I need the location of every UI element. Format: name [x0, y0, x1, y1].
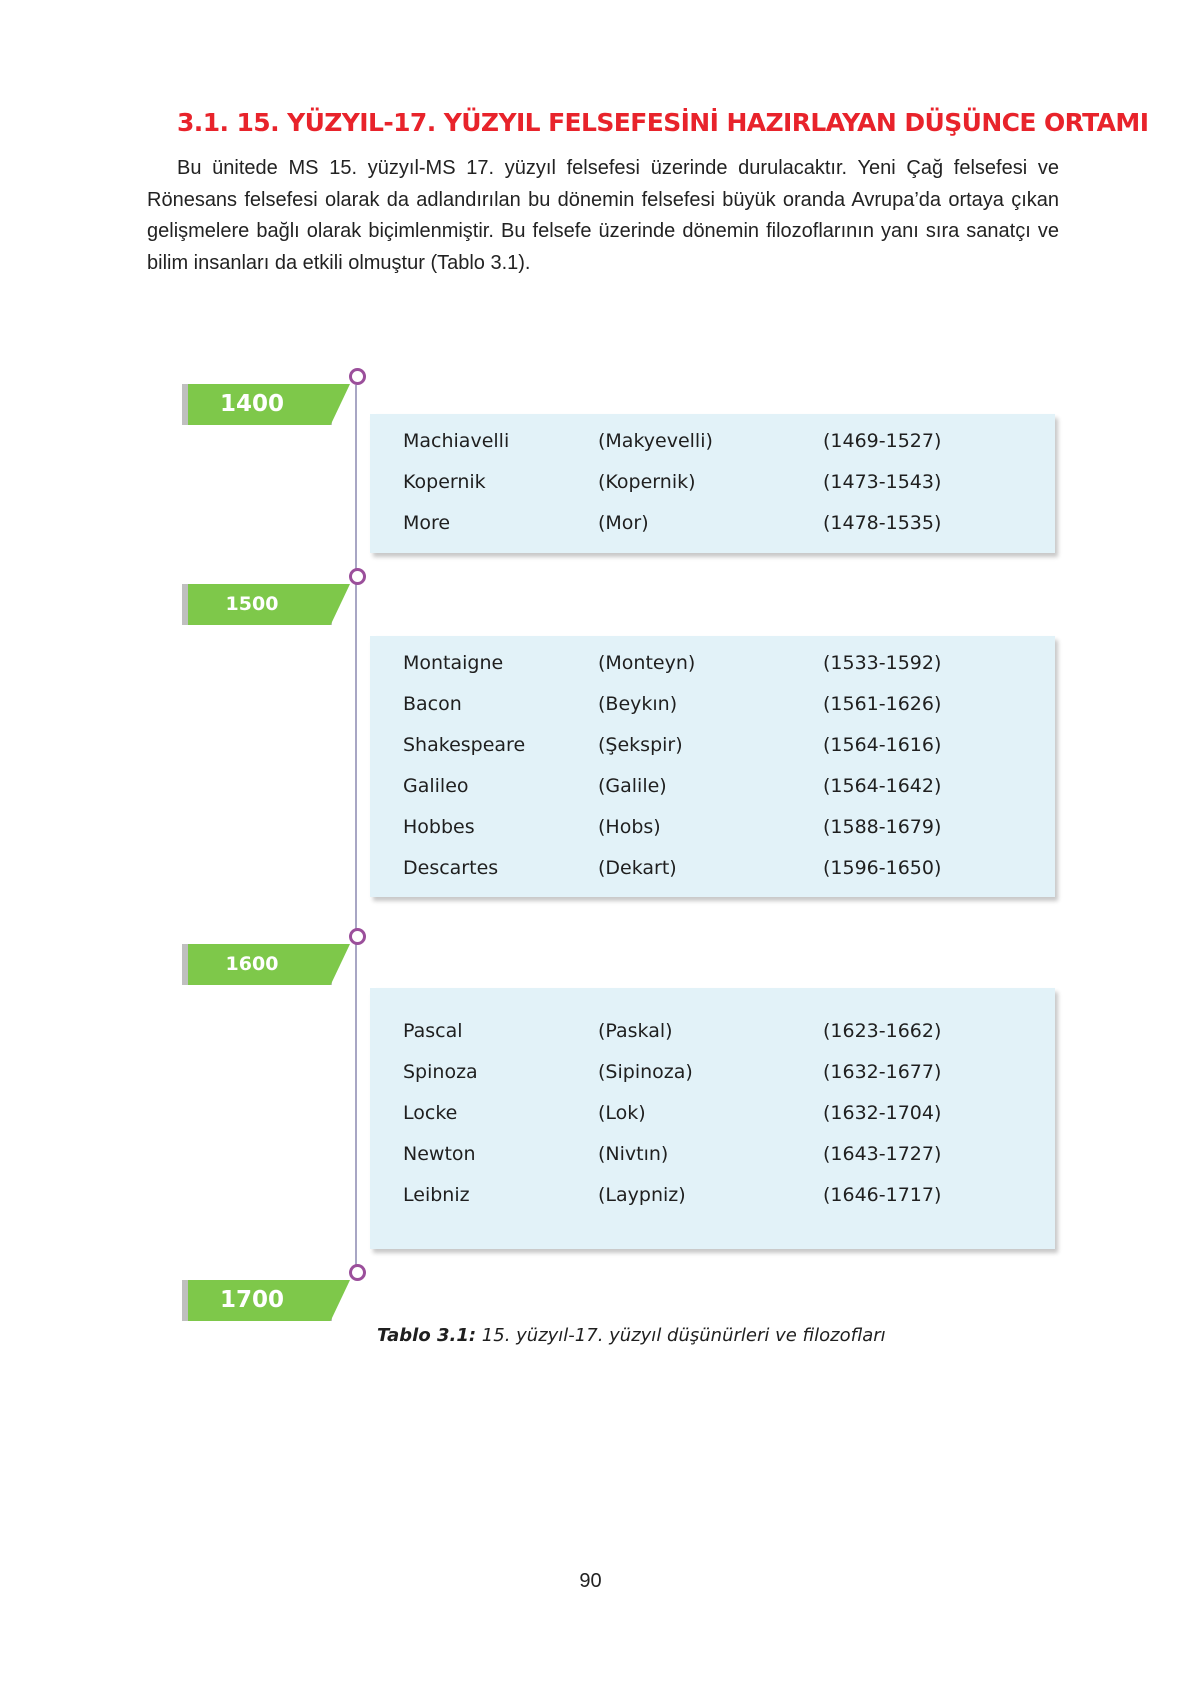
thinker-pronunciation: (Galile) — [598, 775, 667, 797]
thinker-row — [403, 471, 1033, 501]
thinker-pronunciation: (Şekspir) — [598, 734, 683, 756]
thinker-pronunciation: (Kopernik) — [598, 471, 696, 493]
thinker-dates: (1596-1650) — [823, 857, 942, 879]
year-tag-1400 — [182, 384, 347, 425]
caption-text: 15. yüzyıl-17. yüzyıl düşünürleri ve filozofları — [481, 1325, 886, 1346]
thinker-dates: (1646-1717) — [823, 1184, 942, 1206]
thinker-row — [403, 430, 1033, 460]
thinker-pronunciation: (Dekart) — [598, 857, 677, 879]
thinker-row — [403, 1184, 1033, 1214]
thinker-name: Galileo — [403, 775, 469, 797]
thinkers-box-16th-century — [370, 636, 1055, 897]
thinkers-box-17th-century — [370, 988, 1055, 1249]
thinker-dates: (1478-1535) — [823, 512, 942, 534]
thinker-row — [403, 693, 1033, 723]
thinker-name: Machiavelli — [403, 430, 510, 452]
thinker-row — [403, 734, 1033, 764]
table-caption — [377, 1325, 886, 1346]
thinker-name: Spinoza — [403, 1061, 478, 1083]
thinker-row — [403, 857, 1033, 887]
thinker-row — [403, 652, 1033, 682]
thinker-dates: (1588-1679) — [823, 816, 942, 838]
thinker-dates: (1564-1616) — [823, 734, 942, 756]
thinker-pronunciation: (Beykın) — [598, 693, 678, 715]
thinker-name: Leibniz — [403, 1184, 470, 1206]
thinker-name: Shakespeare — [403, 734, 526, 756]
thinker-row — [403, 1020, 1033, 1050]
thinker-name: Pascal — [403, 1020, 463, 1042]
thinker-name: Kopernik — [403, 471, 486, 493]
thinker-pronunciation: (Sipinoza) — [598, 1061, 693, 1083]
thinker-dates: (1632-1704) — [823, 1102, 942, 1124]
thinker-dates: (1632-1677) — [823, 1061, 942, 1083]
intro-paragraph: Bu ünitede MS 15. yüzyıl-MS 17. yüzyıl felsefesi üzerinde durulacaktır. Yeni Çağ felsefesi ve Rönesans felsefesi olarak da adlandırılan bu dönemin felsefesi büyük oranda Avrupa’da ortaya çıkan gelişmelere bağlı olarak biçimlenmiştir. Bu felsefe üzerinde dönemin filozoflarının yanı sıra sanatçı ve bilim insanları da etkili olmuştur (Tablo 3.1). — [147, 157, 1059, 274]
thinker-row — [403, 775, 1033, 805]
thinker-row — [403, 816, 1033, 846]
year-label: 1700 — [219, 1287, 284, 1313]
thinker-dates: (1473-1543) — [823, 471, 942, 493]
page-number: 90 — [579, 1570, 602, 1592]
caption-label: Tablo 3.1: — [377, 1325, 477, 1346]
timeline-node-1600 — [349, 928, 366, 945]
thinker-name: More — [403, 512, 451, 534]
thinker-pronunciation: (Paskal) — [598, 1020, 673, 1042]
thinker-pronunciation: (Makyevelli) — [598, 430, 713, 452]
year-label: 1400 — [219, 391, 284, 417]
thinker-row — [403, 1061, 1033, 1091]
year-tag-1600 — [182, 944, 347, 985]
thinker-row — [403, 1102, 1033, 1132]
thinker-dates: (1533-1592) — [823, 652, 942, 674]
section-heading: 3.1. 15. YÜZYIL-17. YÜZYIL FELSEFESİNİ HAZIRLAYAN DÜŞÜNCE ORTAMI — [177, 108, 1149, 137]
thinker-dates: (1643-1727) — [823, 1143, 942, 1165]
thinker-dates: (1561-1626) — [823, 693, 942, 715]
year-label: 1500 — [225, 593, 279, 615]
thinker-pronunciation: (Monteyn) — [598, 652, 696, 674]
thinker-name: Newton — [403, 1143, 476, 1165]
thinker-dates: (1623-1662) — [823, 1020, 942, 1042]
year-tag-1500 — [182, 584, 347, 625]
timeline-line — [355, 385, 357, 1280]
thinker-dates: (1469-1527) — [823, 430, 942, 452]
thinker-name: Locke — [403, 1102, 458, 1124]
thinker-name: Descartes — [403, 857, 499, 879]
timeline-node-1400 — [349, 368, 366, 385]
thinker-name: Montaigne — [403, 652, 504, 674]
thinker-row — [403, 1143, 1033, 1173]
thinker-pronunciation: (Lok) — [598, 1102, 646, 1124]
thinker-name: Bacon — [403, 693, 462, 715]
thinker-row — [403, 512, 1033, 542]
thinker-dates: (1564-1642) — [823, 775, 942, 797]
thinker-pronunciation: (Nivtın) — [598, 1143, 669, 1165]
thinker-pronunciation: (Hobs) — [598, 816, 661, 838]
year-label: 1600 — [225, 953, 279, 975]
thinker-pronunciation: (Mor) — [598, 512, 649, 534]
timeline-node-1700 — [349, 1264, 366, 1281]
thinker-pronunciation: (Laypniz) — [598, 1184, 686, 1206]
timeline-node-1500 — [349, 568, 366, 585]
thinkers-box-15th-century — [370, 414, 1055, 553]
year-tag-1700 — [182, 1280, 347, 1321]
thinker-name: Hobbes — [403, 816, 475, 838]
